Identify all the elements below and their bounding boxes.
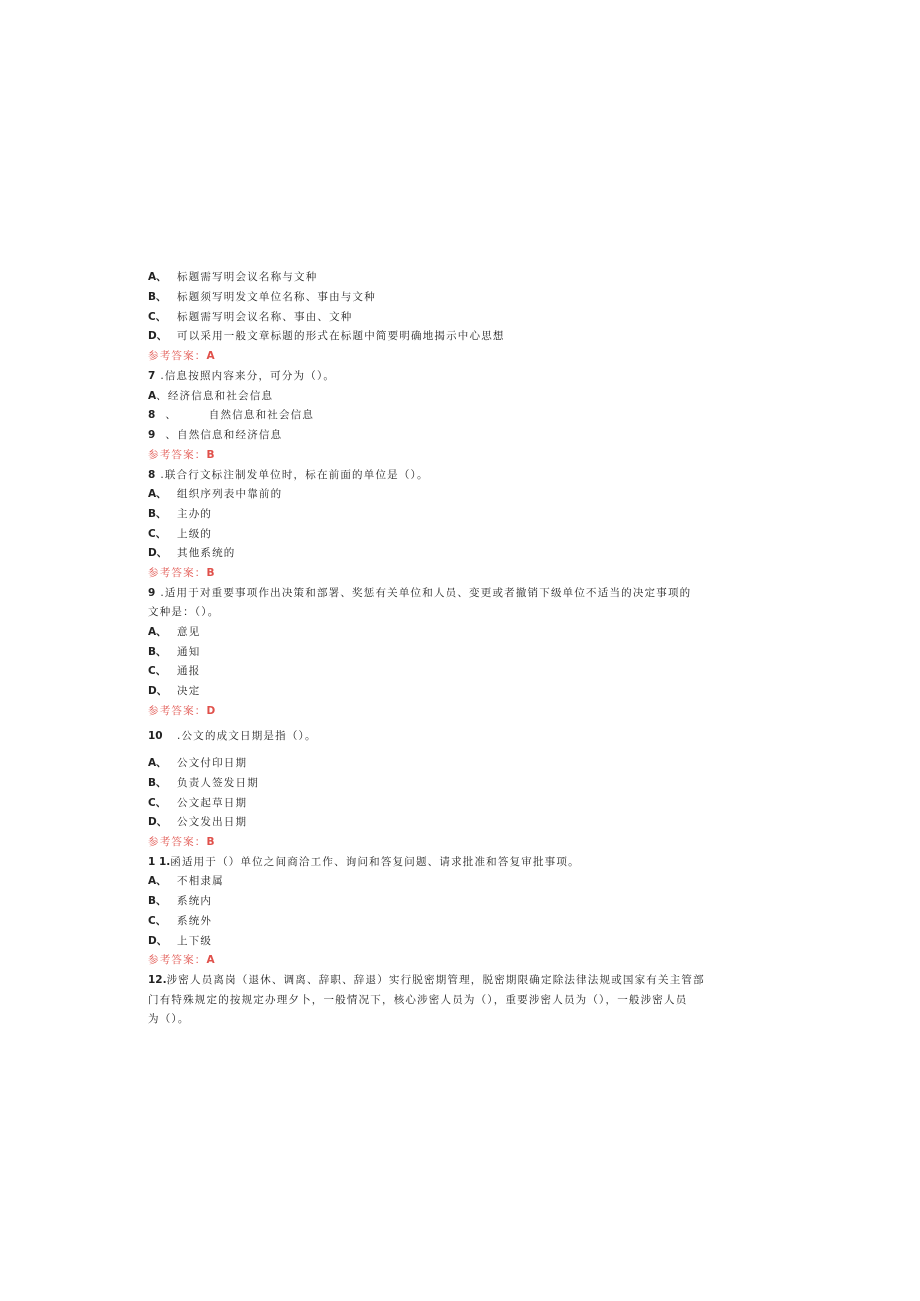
- q9-question: 9 .适用于对重要事项作出决策和部署、奖惩有关单位和人员、变更或者撤销下级单位不适当的决定事项的: [148, 587, 692, 599]
- q9-option-c: C、 通报: [148, 665, 201, 677]
- q10-option-a: A、 公文付印日期: [148, 757, 248, 769]
- q9-question-cont: 文种是：（）。: [148, 606, 220, 618]
- q9-answer: 参考答案：D: [148, 705, 217, 717]
- q10-option-d: D、 公文发出日期: [148, 816, 248, 828]
- q10-option-b: B、 负责人签发日期: [148, 777, 259, 789]
- q10-option-c: C、 公文起草日期: [148, 797, 248, 809]
- q12-question-cont: 门有特殊规定的按规定办理夕卜，一般情况下，核心涉密人员为（），重要涉密人员为（），一般涉密人员: [148, 994, 688, 1006]
- q11-option-a: A、 不相隶属: [148, 875, 224, 887]
- q10-question: 10 .公文的成文日期是指（）。: [148, 730, 317, 742]
- q6-option-d: D、 可以采用一般文章标题的形式在标题中简要明确地揭示中心思想: [148, 330, 505, 342]
- q8-option-b: B、 主办的: [148, 508, 213, 520]
- q6-answer: 参考答案：A: [148, 350, 216, 362]
- q6-option-a: A、 标题需写明会议名称与文种: [148, 271, 318, 283]
- q11-option-d: D、 上下级: [148, 935, 213, 947]
- q9-option-d: D、 决定: [148, 685, 201, 697]
- q12-question: 12.涉密人员离岗（退休、调离、辞职、辞退）实行脱密期管理，脱密期限确定除法律法规或国家有关主管部: [148, 974, 705, 986]
- q8-option-a: A、 组织序列表中靠前的: [148, 488, 283, 500]
- q8-option-d: D、 其他系统的: [148, 547, 236, 559]
- q7-option-a: A、经济信息和社会信息: [148, 390, 274, 402]
- q11-question: 1 1.函适用于（）单位之间商洽工作、询问和答复问题、请求批准和答复审批事项。: [148, 856, 580, 868]
- q11-option-b: B、 系统内: [148, 895, 213, 907]
- q7-answer: 参考答案：B: [148, 449, 216, 461]
- q7-question: 7 .信息按照内容来分，可分为（）。: [148, 370, 336, 382]
- q10-answer: 参考答案：B: [148, 836, 216, 848]
- q9-option-b: B、 通知: [148, 646, 201, 658]
- q11-answer: 参考答案：A: [148, 954, 216, 966]
- q8-question: 8 .联合行文标注制发单位时，标在前面的单位是（）。: [148, 469, 429, 481]
- q7-option-b: 8 、 自然信息和社会信息: [148, 409, 315, 421]
- q8-answer: 参考答案：B: [148, 567, 216, 579]
- q6-option-c: C、 标题需写明会议名称、事由、文种: [148, 311, 353, 323]
- q7-option-c: 9 、自然信息和经济信息: [148, 429, 283, 441]
- q12-question-cont-2: 为（）。: [148, 1013, 190, 1025]
- q8-option-c: C、 上级的: [148, 528, 213, 540]
- q6-option-b: B、 标题须写明发文单位名称、事由与文种: [148, 291, 376, 303]
- q11-option-c: C、 系统外: [148, 915, 213, 927]
- q9-option-a: A、 意见: [148, 626, 201, 638]
